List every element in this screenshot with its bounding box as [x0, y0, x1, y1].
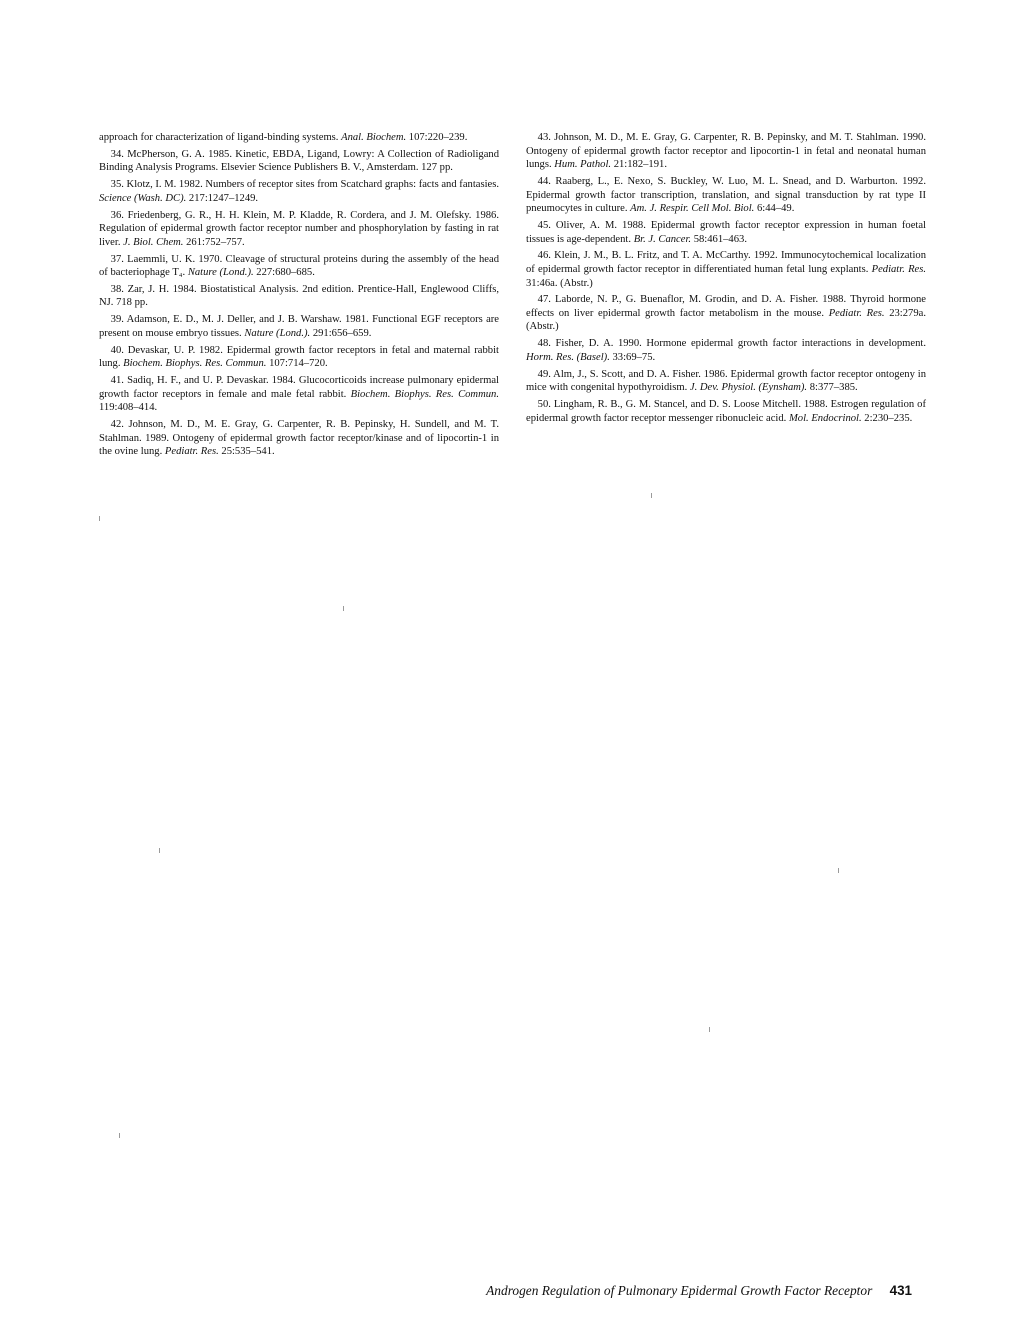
reference-entry: 39. Adamson, E. D., M. J. Deller, and J. B. Warshaw. 1981. Functional EGF receptors are present on mouse embryo tissues. Nature (Lond.). 291:656–659.: [99, 314, 499, 339]
scan-speck: [709, 1027, 710, 1032]
scan-speck: [343, 606, 344, 611]
scan-speck: [838, 868, 839, 873]
references-left-column: [99, 131, 499, 462]
reference-entry: 43. Johnson, M. D., M. E. Gray, G. Carpenter, R. B. Pepinsky, and M. T. Stahlman. 1990. Ontogeny of epidermal growth factor receptor and lipocortin-1 in fetal and neonatal human lungs. Hum. Pathol. 21:182–191.: [526, 132, 926, 171]
scan-speck: [651, 493, 652, 498]
reference-entry: 46. Klein, J. M., B. L. Fritz, and T. A. McCarthy. 1992. Immunocytochemical localization of epidermal growth factor receptor in differentiated human fetal lung explants. Pediatr. Res. 31:46a. (Abstr.): [526, 250, 927, 289]
reference-entry: 42. Johnson, M. D., M. E. Gray, G. Carpenter, R. B. Pepinsky, H. Sundell, and M. T. Stahlman. 1989. Ontogeny of epidermal growth factor receptor/kinase and of lipocortin-1 in the ovine lung. Pediatr. Res. 25:535–541.: [99, 418, 499, 458]
reference-entry: 49. Alm, J., S. Scott, and D. A. Fisher. 1986. Epidermal growth factor receptor ontogeny in mice with congenital hypothyroidism. J. Dev. Physiol. (Eynsham). 8:377–385.: [526, 368, 926, 394]
reference-entry: approach for characterization of ligand-binding systems. Anal. Biochem. 107:220–239.: [99, 132, 468, 143]
reference-entry: 40. Devaskar, U. P. 1982. Epidermal growth factor receptors in fetal and maternal rabbit lung. Biochem. Biophys. Res. Commun. 107:714–720.: [99, 344, 499, 370]
scan-speck: [99, 516, 100, 521]
reference-entry: 36. Friedenberg, G. R., H. H. Klein, M. P. Kladde, R. Cordera, and J. M. Olefsky. 1986. Regulation of epidermal growth factor receptor number and phosphorylation by fasting in rat liver. J. Biol. Chem. 261:752–757.: [99, 209, 499, 248]
running-title: Androgen Regulation of Pulmonary Epidermal Growth Factor Receptor: [486, 1283, 873, 1298]
reference-entry: 34. McPherson, G. A. 1985. Kinetic, EBDA, Ligand, Lowry: A Collection of Radioligand Binding Analysis Programs. Elsevier Science Publishers B. V., Amsterdam. 127 pp.: [99, 148, 499, 174]
reference-entry: 50. Lingham, R. B., G. M. Stancel, and D. S. Loose Mitchell. 1988. Estrogen regulation of epidermal growth factor receptor messenger ribonucleic acid. Mol. Endocrinol. 2:230–235.: [526, 399, 926, 424]
page-number: 431: [889, 1283, 912, 1298]
reference-entry: 48. Fisher, D. A. 1990. Hormone epidermal growth factor interactions in development. Horm. Res. (Basel). 33:69–75.: [526, 338, 926, 363]
reference-entry: 41. Sadiq, H. F., and U. P. Devaskar. 1984. Glucocorticoids increase pulmonary epidermal growth factor receptors in female and male fetal rabbit. Biochem. Biophys. Res. Commun. 119:408–414.: [99, 375, 499, 414]
running-footer: [486, 1283, 912, 1299]
reference-entry: 44. Raaberg, L., E. Nexo, S. Buckley, W. Luo, M. L. Snead, and D. Warburton. 1992. Epidermal growth factor transcription, translation, and signal transduction by rat type II pneumocytes in culture. Am. J. Respir. Cell Mol. Biol. 6:44–49.: [526, 175, 926, 215]
scan-speck: [119, 1133, 120, 1138]
reference-entry: 45. Oliver, A. M. 1988. Epidermal growth factor receptor expression in human foetal tissues is age-dependent. Br. J. Cancer. 58:461–463.: [526, 219, 926, 245]
references-right-column: [526, 131, 926, 428]
scan-speck: [159, 848, 160, 853]
reference-entry: 38. Zar, J. H. 1984. Biostatistical Analysis. 2nd edition. Prentice-Hall, Englewood Cliffs, NJ. 718 pp.: [99, 283, 499, 309]
reference-entry: 35. Klotz, I. M. 1982. Numbers of receptor sites from Scatchard graphs: facts and fantasies. Science (Wash. DC). 217:1247–1249.: [99, 179, 499, 204]
reference-entry: 37. Laemmli, U. K. 1970. Cleavage of structural proteins during the assembly of the head of bacteriophage T₄. Nature (Lond.). 227:680–685.: [99, 253, 499, 279]
reference-entry: 47. Laborde, N. P., G. Buenaflor, M. Grodin, and D. A. Fisher. 1988. Thyroid hormone effects on liver epidermal growth factor metabolism in the mouse. Pediatr. Res. 23:279a. (Abstr.): [526, 294, 926, 333]
